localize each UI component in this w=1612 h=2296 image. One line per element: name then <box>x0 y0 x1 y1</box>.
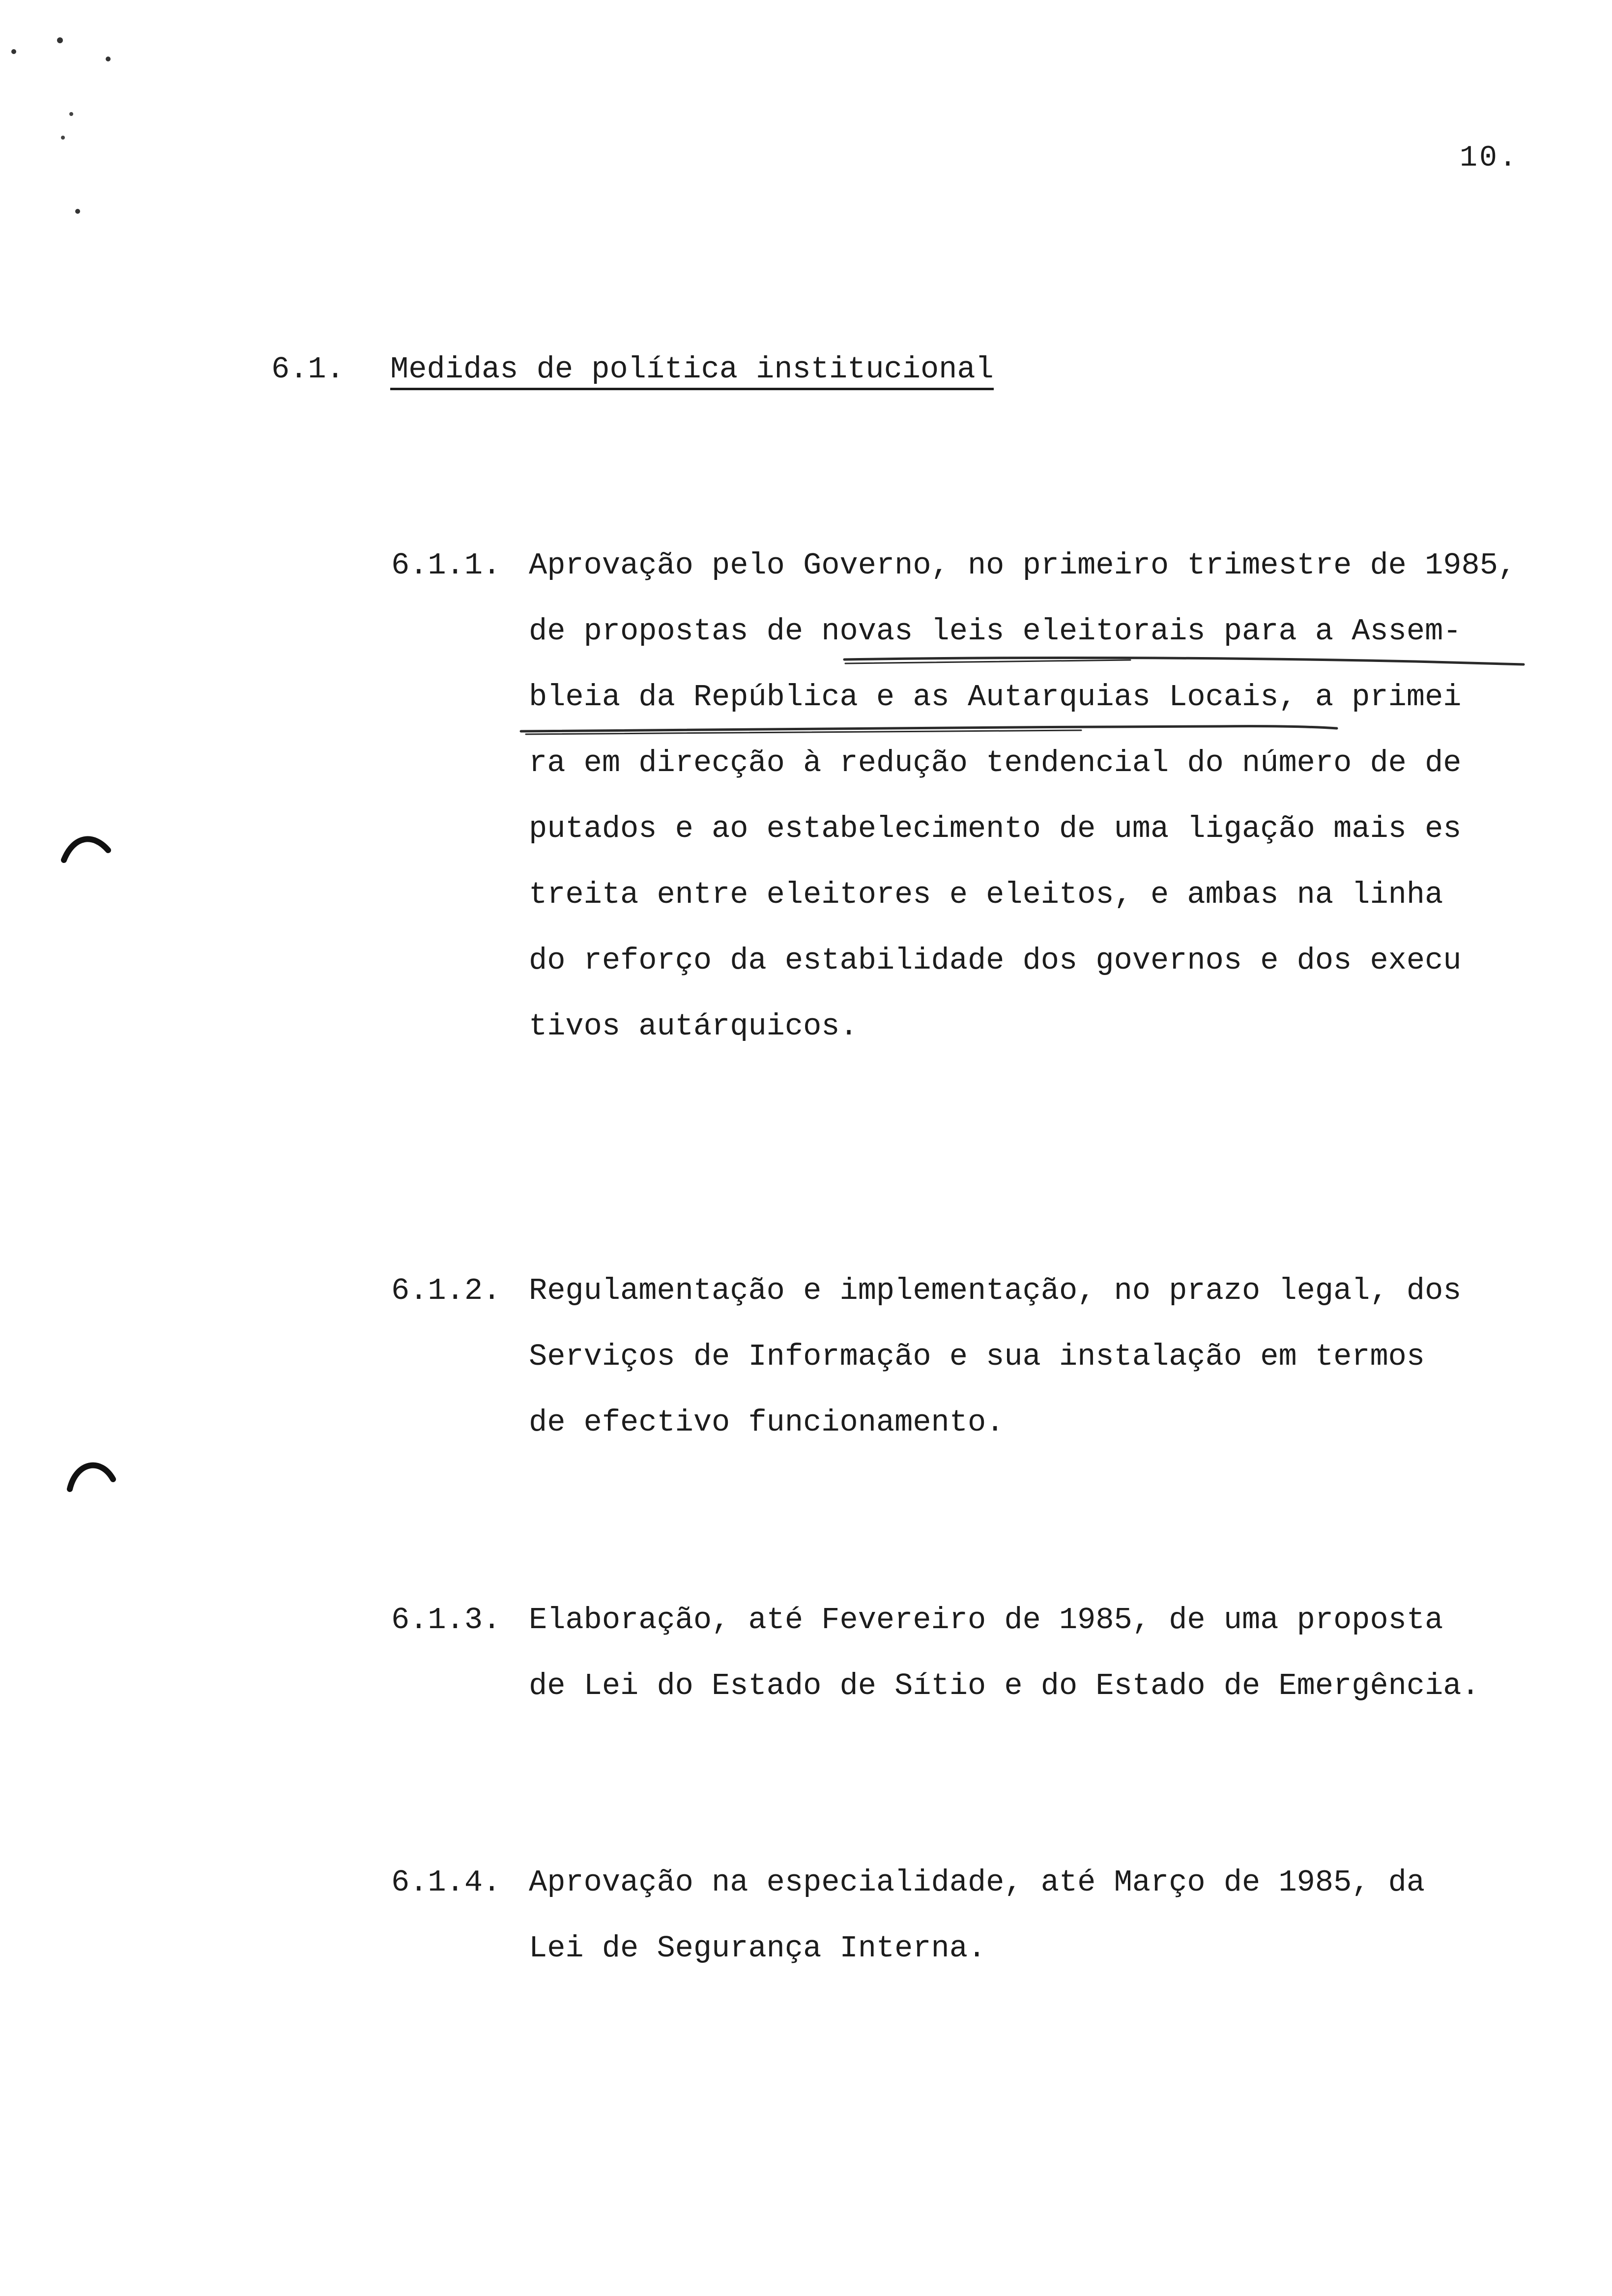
item-line: tivos autárquicos. <box>529 1009 858 1044</box>
item-line: Aprovação na especialidade, até Março de 1985, da <box>529 1865 1425 1900</box>
margin-arc-mark <box>59 826 113 865</box>
item-number: 6.1.3. <box>391 1603 501 1637</box>
section-title: Medidas de política institucional <box>390 352 994 390</box>
item-line: Regulamentação e implementação, no prazo legal, dos <box>529 1273 1462 1308</box>
item-text <box>529 1258 1462 1456</box>
item-line: Lei de Segurança Interna. <box>529 1931 986 1966</box>
item-number: 6.1.2. <box>391 1273 501 1308</box>
item-number: 6.1.1. <box>391 548 501 583</box>
item-line: Elaboração, até Fevereiro de 1985, de uma proposta <box>529 1603 1443 1637</box>
item-line: putados e ao estabelecimento de uma ligação mais es <box>529 811 1462 846</box>
item-line: Aprovação pelo Governo, no primeiro trimestre de 1985, <box>529 548 1517 583</box>
item-text <box>529 1850 1425 1981</box>
item-line: do reforço da estabilidade dos governos e dos execu <box>529 943 1462 978</box>
item-line: Serviços de Informação e sua instalação em termos <box>529 1339 1425 1374</box>
margin-arc-mark <box>64 1450 118 1494</box>
item-line: de Lei do Estado de Sítio e do Estado de Emergência. <box>529 1668 1480 1703</box>
section-number: 6.1. <box>271 352 345 387</box>
item-line: bleia da República e as Autarquias Locais, a primei <box>529 680 1462 715</box>
item-line: treita entre eleitores e eleitos, e ambas na linha <box>529 877 1443 912</box>
item-line: de efectivo funcionamento. <box>529 1405 1005 1440</box>
item-text <box>529 1587 1480 1719</box>
page-number: 10. <box>1460 142 1519 175</box>
section-heading <box>271 350 994 389</box>
item-line: de propostas de novas leis eleitorais para a Assem- <box>529 614 1462 649</box>
item-number: 6.1.4. <box>391 1865 501 1900</box>
item-text <box>529 533 1516 1060</box>
scan-speckles <box>0 0 128 256</box>
item-line: ra em direcção à redução tendencial do número de de <box>529 746 1462 780</box>
